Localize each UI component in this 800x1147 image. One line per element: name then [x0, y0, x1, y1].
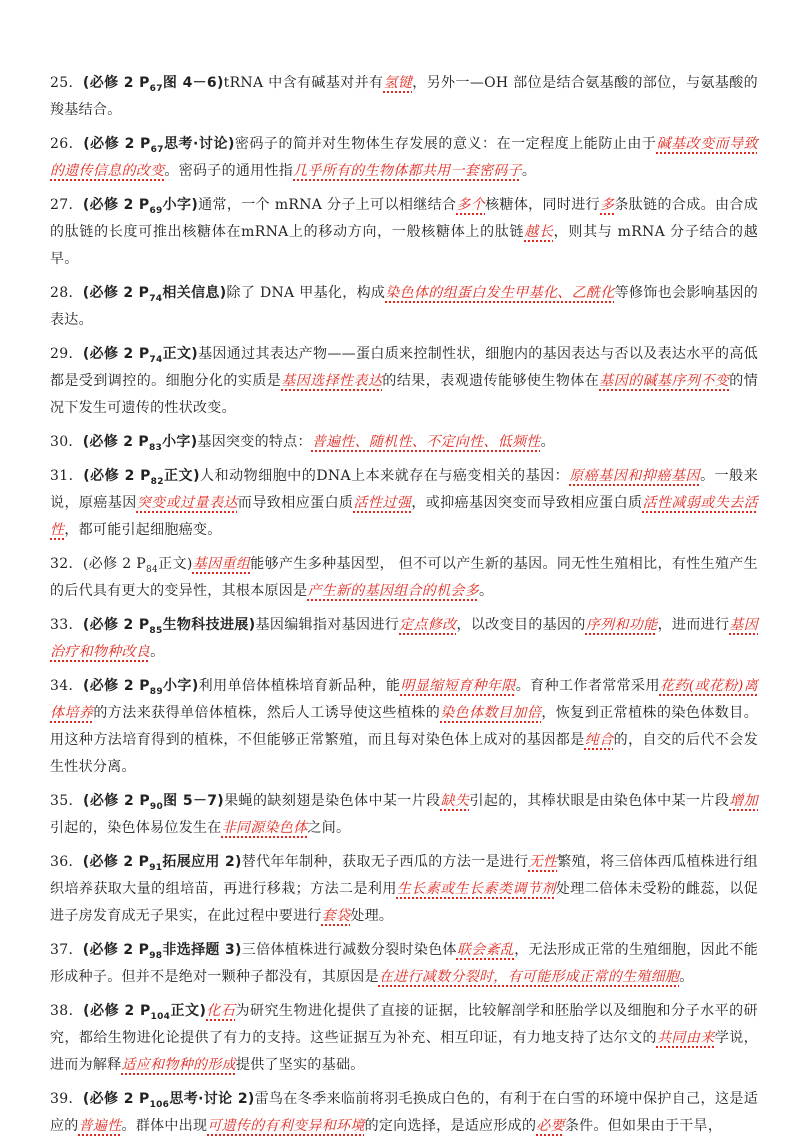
source-book: (必修 2 P	[82, 854, 150, 870]
source-reference	[82, 617, 256, 636]
answer-blank: 共同由来	[656, 1030, 715, 1046]
body-text: 的，自交的后代不会发生性状分离。	[50, 732, 758, 775]
source-reference	[82, 678, 199, 697]
body-text: ，则其与 mRNA 分子结合的越早。	[50, 224, 758, 267]
answer-blank: 化石	[206, 1003, 236, 1019]
source-section: 图 4－6)	[162, 75, 224, 91]
body-text: 而导致相应蛋白质	[237, 495, 354, 511]
source-page: 104	[150, 1011, 171, 1022]
document-body	[50, 70, 758, 1147]
body-text: 。群体中出现	[121, 1118, 208, 1134]
source-page: 98	[149, 950, 163, 961]
body-text: 。	[540, 434, 555, 450]
body-text: tRNA 中含有碱基对并有	[223, 75, 384, 91]
body-text: 人和动物细胞中的DNA上本来就存在与癌变相关的基因：	[199, 468, 570, 484]
body-text: 等修饰也会影响基因的表达。	[50, 285, 758, 328]
body-text: 果蝇的缺刻翅是染色体中某一片段	[223, 793, 441, 809]
source-book: (必修 2 P	[82, 556, 147, 572]
body-text: 繁殖，将三倍体西瓜植株进行组织培养获取大量的组培苗，再进行移栽；方法二是利用	[50, 854, 758, 897]
body-text: 的定向选择，是适应形成的	[364, 1118, 537, 1134]
question-item	[50, 341, 758, 422]
source-reference	[83, 1003, 207, 1022]
item-number: 30．	[50, 434, 83, 450]
body-text: ，另外一—OH 部位是结合氨基酸的部位，与氨基酸的羧基结合。	[50, 75, 758, 118]
body-text: 之间。	[307, 820, 351, 836]
source-page: 74	[149, 293, 163, 304]
body-text: 的方法来获得单倍体植株，然后人工诱导使这些植株的	[93, 705, 441, 721]
source-page: 83	[148, 442, 163, 453]
source-section: 思考·讨论)	[163, 136, 235, 152]
body-text: 通常，一个 mRNA 分子上可以相继结合	[198, 197, 457, 213]
answer-blank: 碱基改变而导致的遗传信息的改变	[50, 136, 758, 179]
body-text: 基因通过其表达产物——蛋白质来控制性状，细胞内的基因表达与否以及表达水平的高低都是受到调控的。细胞分化的实质是	[50, 346, 759, 389]
question-item	[50, 998, 758, 1079]
answer-blank: 纯合	[584, 732, 614, 748]
source-book: (必修 2 P	[82, 793, 150, 809]
source-page: 74	[149, 354, 163, 365]
body-text: 。一般来说，原癌基因	[50, 468, 759, 511]
body-text: 条肽链的合成。由合成的肽链的长度可推出核糖体在mRNA上的移动方向，一般核糖体上的肽链	[50, 197, 759, 240]
question-item	[50, 70, 758, 124]
answer-blank: 多	[600, 197, 615, 213]
source-book: (必修 2 P	[82, 434, 149, 450]
answer-blank: 可遗传的有利变异和环境	[207, 1118, 365, 1134]
body-text: 。	[521, 163, 537, 179]
source-book: (必修 2 P	[83, 1003, 151, 1019]
question-item	[50, 192, 758, 273]
answer-blank: 染色体数目加倍	[440, 705, 542, 721]
answer-blank: 非同源染色体	[221, 820, 308, 836]
item-number: 28．	[50, 285, 83, 301]
source-page: 90	[149, 801, 164, 812]
body-text: 的情况下发生可遗传的性状改变。	[50, 373, 759, 416]
source-section: 生物科技进展)	[162, 617, 256, 633]
question-item	[50, 463, 758, 544]
source-reference	[82, 434, 198, 453]
answer-blank: 原癌基因和抑癌基因	[569, 468, 701, 484]
body-text: 的结果，表观遗传能够使生物体在	[382, 373, 600, 389]
item-number: 25．	[50, 75, 83, 91]
answer-blank: 活性过强	[353, 495, 412, 511]
body-text: 除了 DNA 甲基化，构成	[226, 285, 386, 301]
body-text: 能够产生多种基因型， 但不可以产生新的基因。同无性生殖相比，有性生殖产生的后代具有更大的变异性，其根本原因是	[50, 556, 758, 599]
item-number: 37．	[50, 942, 83, 958]
source-section: 思考·讨论 2)	[169, 1091, 255, 1107]
body-text: 处理。	[350, 908, 394, 924]
source-page: 106	[149, 1099, 170, 1110]
body-text: 。	[479, 583, 494, 599]
source-reference	[83, 136, 235, 155]
answer-blank: 套袋	[321, 908, 351, 924]
answer-blank: 活性减弱或失去活性	[50, 495, 758, 538]
body-text: 利用单倍体植株培育新品种，能	[198, 678, 401, 694]
item-number: 31．	[50, 468, 84, 484]
body-text: 。	[150, 644, 165, 660]
answer-blank: 基因重组	[192, 556, 251, 572]
answer-blank: 花药(或花粉)离体培养	[50, 678, 759, 721]
answer-blank: 基因的碱基序列不变	[599, 373, 730, 389]
source-page: 89	[149, 686, 163, 697]
body-text: 基因编辑指对基因进行	[255, 617, 400, 633]
item-number: 39．	[50, 1091, 83, 1107]
body-text: 。育种工作者常常采用	[515, 678, 660, 694]
source-reference	[82, 285, 227, 304]
body-text: 。密码子的通用性指	[164, 163, 294, 179]
source-page: 84	[146, 564, 159, 575]
answer-blank: 定点修改	[399, 617, 457, 633]
body-text: 三倍体植株进行减数分裂时染色体	[241, 942, 457, 958]
body-text: ，进而进行	[657, 617, 730, 633]
body-text: 雷鸟在冬季来临前将羽毛换成白色的，有利于在白雪的环境中保护自己，这是适应的	[50, 1091, 759, 1134]
question-item	[50, 849, 758, 930]
body-text: 引起的，其棒状眼是由染色体中某一片段	[469, 793, 730, 809]
body-text: ，都可能引起细胞癌变。	[64, 522, 222, 538]
source-book: (必修 2 P	[82, 678, 150, 694]
source-section: 正文)	[163, 468, 200, 484]
source-section: 正文)	[158, 556, 193, 572]
item-number: 35．	[50, 793, 83, 809]
answer-blank: 联会紊乱	[456, 942, 515, 958]
answer-blank: 必要	[536, 1118, 565, 1134]
question-item	[50, 673, 758, 781]
answer-blank: 普遍性、随机性、不定向性、低频性	[311, 434, 541, 450]
body-text: ，无法形成正常的生殖细胞，因此不能形成种子。但并不是绝对一颗种子都没有，其原因是	[50, 942, 759, 985]
source-book: (必修 2 P	[82, 346, 150, 362]
source-section: 正文)	[170, 1003, 207, 1019]
source-page: 67	[149, 83, 163, 94]
item-number: 32．	[50, 556, 83, 572]
source-page: 69	[149, 205, 163, 216]
source-page: 82	[150, 476, 164, 487]
item-number: 33．	[50, 617, 83, 633]
source-book: (必修 2 P	[82, 285, 150, 301]
body-text: 引起的，染色体易位发生在	[50, 820, 222, 836]
source-page: 91	[149, 862, 163, 873]
body-text: ，恢复到正常植株的染色体数目。用这种方法培育得到的植株，不但能够正常繁殖，而且每对染色体上成对的基因都是	[50, 705, 758, 748]
source-section: 正文)	[162, 346, 199, 362]
body-text: 学说，进而为解释	[50, 1030, 758, 1073]
body-text: ，或抑癌基因突变而导致相应蛋白质	[411, 495, 643, 511]
item-number: 29．	[50, 346, 83, 362]
answer-blank: 几乎所有的生物体都共用一套密码子	[293, 163, 522, 179]
source-reference	[82, 1091, 255, 1110]
source-book: (必修 2 P	[83, 468, 151, 484]
item-number: 26．	[50, 136, 84, 152]
source-reference	[82, 346, 199, 365]
source-section: 小字)	[162, 197, 199, 213]
source-book: (必修 2 P	[83, 136, 151, 152]
source-page: 67	[150, 144, 164, 155]
body-text: 处理二倍体未受粉的雌蕊，以促进子房发育成无子果实，在此过程中要进行	[50, 881, 758, 924]
question-item	[50, 788, 758, 842]
answer-blank: 在进行减数分裂时，有可能形成正常的生殖细胞	[378, 969, 680, 985]
source-reference	[83, 468, 200, 487]
source-reference	[82, 854, 242, 873]
source-section: 非选择题 3)	[162, 942, 242, 958]
question-item	[50, 131, 758, 185]
body-text: 为研究生物进化提供了直接的证据，比较解剖学和胚胎学以及细胞和分子水平的研究，都给生物进化论提供了有力的支持。这些证据互为补充、相互印证，有力地支持了达尔文的	[50, 1003, 758, 1046]
source-reference	[82, 556, 193, 575]
answer-blank: 明显缩短育种年限	[400, 678, 516, 694]
answer-blank: 缺失	[440, 793, 470, 809]
source-book: (必修 2 P	[82, 197, 150, 213]
source-section: 小字)	[162, 434, 198, 450]
item-number: 38．	[50, 1003, 84, 1019]
body-text: 核糖体，同时进行	[485, 197, 601, 213]
question-item	[50, 937, 758, 991]
answer-blank: 突变或过量表达	[136, 495, 238, 511]
body-text: ，以改变目的基因的	[456, 617, 586, 633]
answer-blank: 生长素或生长素类调节剂	[396, 881, 556, 897]
source-section: 拓展应用 2)	[162, 854, 242, 870]
source-reference	[82, 75, 224, 94]
question-item	[50, 551, 758, 605]
answer-blank: 适应和物种的形成	[121, 1057, 236, 1073]
source-section: 相关信息)	[162, 285, 227, 301]
question-item	[50, 612, 758, 666]
answer-blank: 无性	[528, 854, 558, 870]
body-text: 密码子的简并对生物体生存发展的意义：在一定程度上能防止由于	[234, 136, 657, 152]
source-section: 小字)	[162, 678, 199, 694]
source-page: 85	[149, 625, 163, 636]
answer-blank: 基因选择性表达	[281, 373, 383, 389]
answer-blank: 产生新的基因组合的机会多	[307, 583, 480, 599]
answer-blank: 普遍性	[78, 1118, 122, 1134]
item-number: 27．	[50, 197, 83, 213]
answer-blank: 增加	[729, 793, 758, 809]
source-reference	[82, 942, 242, 961]
item-number: 36．	[50, 854, 83, 870]
source-reference	[82, 793, 224, 812]
source-book: (必修 2 P	[82, 942, 150, 958]
question-item	[50, 280, 758, 334]
body-text: 替代年年制种，获取无子西瓜的方法一是进行	[241, 854, 529, 870]
answer-blank: 序列和功能	[585, 617, 658, 633]
body-text: 基因突变的特点：	[197, 434, 312, 450]
source-book: (必修 2 P	[82, 1091, 150, 1107]
answer-blank: 越长	[524, 224, 554, 240]
question-item	[50, 429, 758, 456]
source-section: 图 5－7)	[163, 793, 224, 809]
source-book: (必修 2 P	[82, 75, 150, 91]
answer-blank: 基因治疗和物种改良	[50, 617, 759, 660]
answer-blank: 染色体的组蛋白发生甲基化、乙酰化	[385, 285, 615, 301]
source-reference	[82, 197, 199, 216]
body-text: 提供了坚实的基础。	[235, 1057, 365, 1073]
body-text: 。	[679, 969, 694, 985]
item-number: 34．	[50, 678, 83, 694]
source-book: (必修 2 P	[82, 617, 150, 633]
answer-blank: 氢键	[383, 75, 413, 91]
answer-blank: 多个	[456, 197, 486, 213]
body-text: 条件。但如果由于干旱，	[564, 1118, 723, 1134]
